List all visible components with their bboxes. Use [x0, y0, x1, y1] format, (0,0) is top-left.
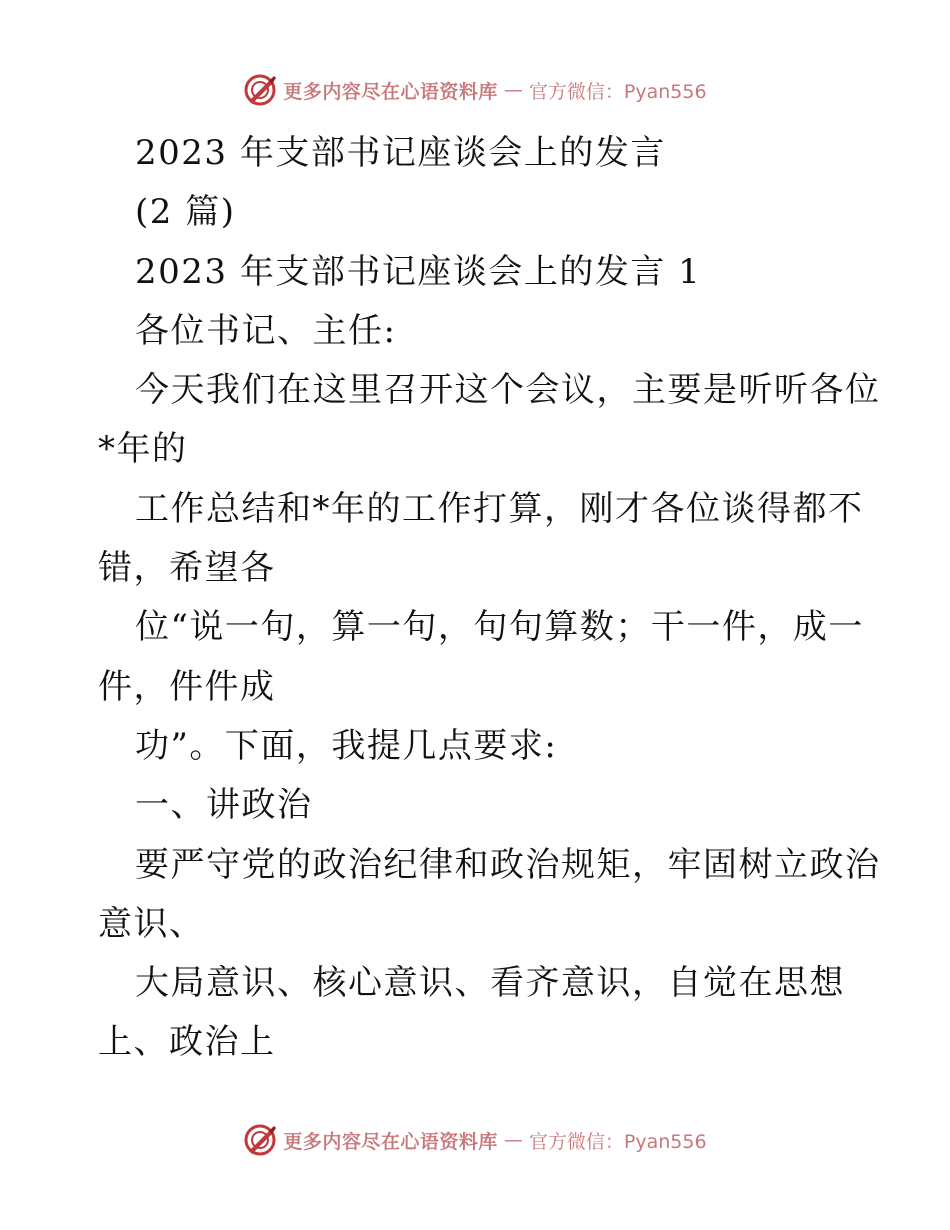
- text-line: 意识、: [98, 903, 205, 944]
- text-line: 件，件件成: [98, 666, 276, 707]
- text-line: 要严守党的政治纪律和政治规矩，牢固树立政治: [135, 844, 881, 885]
- watermark: [243, 1123, 706, 1157]
- pen-logo-icon: [243, 1123, 277, 1157]
- text-line: (2 篇): [135, 192, 236, 233]
- watermark-dash: —: [503, 1129, 523, 1151]
- text-line: 功”。下面，我提几点要求:: [135, 725, 558, 766]
- page-header-watermark: [0, 70, 950, 110]
- text-line: 各位书记、主任:: [135, 310, 397, 351]
- text-line: 错，希望各: [98, 548, 276, 589]
- text-line: 位“说一句，算一句，句句算数；干一件，成一: [135, 607, 864, 648]
- text-line: 2023 年支部书记座谈会上的发言 1: [135, 251, 702, 292]
- page-footer-watermark: [0, 1120, 950, 1160]
- watermark-sub-text: 官方微信：Pyan556: [528, 80, 707, 103]
- document-body: [98, 124, 881, 1073]
- watermark: [243, 73, 706, 107]
- text-line: 今天我们在这里召开这个会议，主要是听听各位: [135, 370, 881, 411]
- text-line: 大局意识、核心意识、看齐意识，自觉在思想: [135, 963, 845, 1004]
- text-line: 工作总结和*年的工作打算，刚才各位谈得都不: [135, 488, 864, 529]
- watermark-sub-text: 官方微信：Pyan556: [528, 1130, 707, 1153]
- watermark-main-text: 更多内容尽在心语资料库: [283, 80, 498, 103]
- text-line: 2023 年支部书记座谈会上的发言: [135, 133, 666, 173]
- text-line: 上、政治上: [98, 1022, 276, 1063]
- text-line: 一、讲政治: [135, 785, 313, 826]
- watermark-dash: —: [503, 79, 523, 101]
- pen-logo-icon: [243, 73, 277, 107]
- text-line: *年的: [98, 429, 188, 470]
- watermark-main-text: 更多内容尽在心语资料库: [283, 1130, 498, 1153]
